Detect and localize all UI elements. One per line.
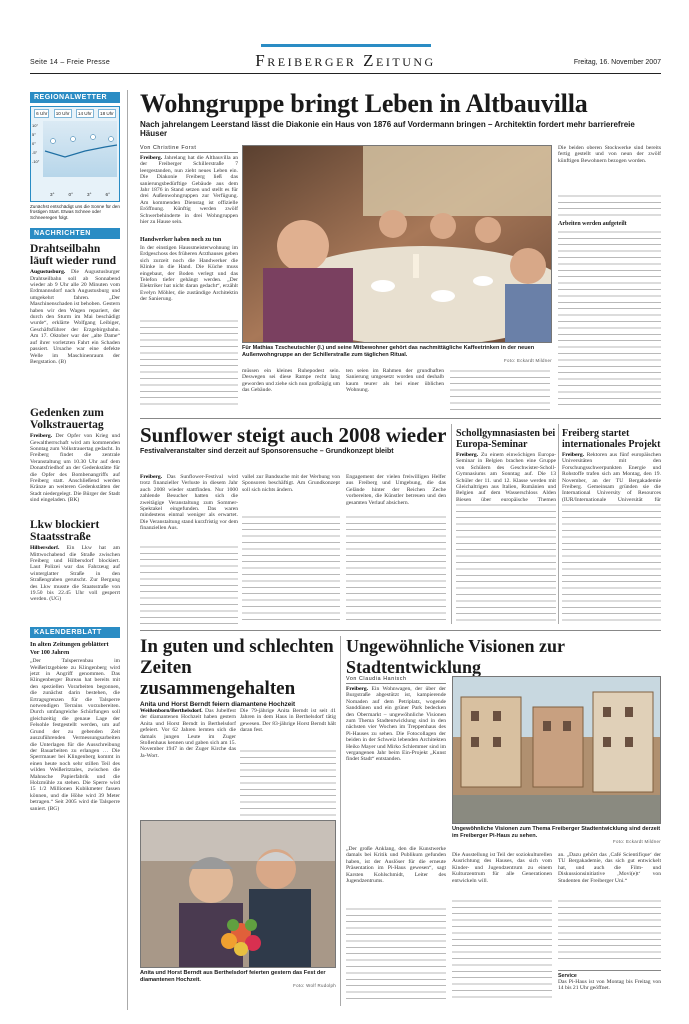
visions-column [558, 852, 661, 1006]
visions-text-lines [346, 906, 446, 1002]
visions-text: Die Ausstellung ist Teil der soziokulturellen Ausrichtung des Hauses, das sich vom Kinder- und Jugendzentrum zu einem Kulturzentrum für alle Generationen entwickeln will. [452, 852, 552, 884]
weather-graph-area [43, 121, 117, 177]
byline: Von Claudia Hanisch [346, 676, 446, 684]
column-divider [127, 90, 128, 1010]
sunflower-text: vallel zur Bandsuche mit der Werbung von Sponsoren beschäftigt. Am Grundkonzept soll sich nichts ändern. [242, 474, 340, 493]
news-text: Freiberg. Der Opfer von Krieg und Gewaltherrschaft wird am kommenden Sonntag zum Volkstrauertag gedacht. In Freiberg findet die zentrale Veranstaltung um 10.30 Uhr auf dem Donatsfriedhof an der Gedenkstätte für die Opfer des Bombenangriffs auf Freiberg statt. Anschließend werden Kränze an weiteren Gedenkstätten der Stadt niedergelegt. Die Bürger der Stadt sind eingeladen. (BK) [30, 433, 120, 504]
lead-subheadline: Nach jahrelangem Leerstand lässt die Diakonie ein Haus von 1876 auf Vordermann bringen – Architektin fordert mehr barrierefreie Häuser [140, 120, 635, 138]
sunflower-headline: Sunflower steigt auch 2008 wieder [140, 424, 447, 447]
news-text: Hilbersdorf. Ein Lkw hat am Mittwochabend die Straße zwischen Freiberg und Hilbersdorf blockiert. Laut Polizei war das Fahrzeug auf winterglatter Straße in den Straßengraben gerutscht. Zur Bergung des Lkw musste die Staatsstraße von 19.50 bis 22.45 Uhr voll gesperrt werden. (UG) [30, 545, 120, 603]
service-label: Service [558, 970, 661, 979]
lead-text: Die beiden oberen Stockwerke sind bereits fertig gestellt und von neun der zwölf künftigen Bewohnern bezogen worden. [558, 145, 661, 164]
lead-text-lines [558, 193, 661, 221]
calendar-heading: In alten Zeitungen geblättert [30, 641, 109, 649]
photo-image [141, 821, 336, 968]
masthead [30, 48, 661, 74]
cloud-icon [51, 139, 56, 144]
weather-temp: 0° [68, 192, 73, 197]
wedding-column [240, 708, 336, 818]
sidebar [30, 92, 120, 954]
sunflower-text: Freiberg. Das Sunflower-Festival wird trotz finanzieller Verluste in diesem Jahr auch 2008 wieder stattfinden. Nur 1000 zahlende Besucher hatten sich die zweitägige Veranstaltung zum Sommer-Spektakel eingefunden. Das waren mindestens einmal weniger als erwartet. Die Veranstaltung stand kurzfristig vor dem finanziellen Aus. [140, 474, 238, 532]
sunflower-text-lines [242, 514, 340, 624]
collage-photo [452, 676, 661, 824]
cloud-icon [109, 137, 114, 142]
wedding-text: Weißenborn/Berthelsdorf. Das Jubelfest der diamantenen Hochzeit haben gestern Anita und Horst Berndt in Berthelsdorf gefeiert. Vor 62 Jahren lernten sich die damals jungen Leute im Zuger Stollenhaus kennen und gaben sich am 15. November 1947 in der Zuger Kirche das Ja-Wort. [140, 708, 236, 759]
sunflower-column [140, 474, 238, 624]
iur-article [562, 424, 661, 624]
sunflower-text-lines [346, 514, 446, 624]
lead-subhead: Handwerker haben noch zu tun [140, 237, 222, 243]
visions-headline: Ungewöhnliche Visionen zur Stadtentwicklung [346, 636, 565, 676]
weather-scale: 10° 5° 0° -5° -10° [32, 123, 40, 164]
lead-text: In der einstigen Haussmeisterwohnung im Erdgeschoss des früheren Arzthauses geben sich zurzeit noch die Handwerker die Klinke in die Hand. Die Küche muss eingebaut, der Boden verlegt und das Telefon tiefer gehängt werden. „Der Elektriker hat nicht daran gedacht“, erzählt Evelyn Möhler, die zuständige Architektin der Sanierung. [140, 245, 238, 303]
couple-photo [140, 820, 336, 968]
visions-text-lines [558, 898, 661, 964]
cloud-icon [71, 137, 76, 142]
news-headline: Gedenken zum Volkstrauertag [30, 407, 104, 432]
lead-column [140, 318, 238, 410]
scholl-article [456, 424, 556, 624]
lead-photo-caption [242, 345, 552, 365]
lead-column [140, 145, 238, 315]
news-headline: Lkw blockiert Staatsstraße [30, 519, 100, 544]
sunflower-column [242, 474, 340, 624]
lead-article [140, 90, 661, 138]
sunflower-column [346, 474, 446, 624]
weather-note: Zunächst entschädigt uns die Sonne für den frostigen Start. Etwas Schnee oder Schneeregen folgt. [30, 204, 120, 220]
scholl-text-lines [456, 502, 556, 622]
column-divider [451, 424, 452, 624]
wedding-headline: In guten und schlechten Zeiten zusammengehalten [140, 636, 334, 699]
lead-subhead: Arbeiten werden aufgeteilt [558, 221, 627, 227]
iur-text: Freiberg. Rektoren aus fünf europäischen Universitäten mit den Forschungsschwerpunkten Energie und Rohstoffe trafen sich am Montag, den 19. November, an der TU Bergakademie Freiberg. Gemeinsam gründen sie die International University of Resources (IUR/Internationale Universität für [562, 452, 661, 502]
lead-text: müssen ein kleines Ruhepodest sein. Deswegen sei diese Rampe recht lang geworden und ziehe sich nun großzügig um das Gebäude. [242, 368, 340, 394]
weather-time: 10 Uhr [55, 111, 70, 116]
lead-column [346, 368, 444, 412]
photo-credit: Foto: Eckardt Mildner [503, 358, 552, 364]
weather-time: 18 Uhr [100, 111, 114, 116]
photo-caption: Ungewöhnliche Visionen zum Thema Freiberger Stadtentwicklung sind derzeit im Freiberger Pi-Haus zu sehen. [452, 826, 661, 839]
visions-column [346, 676, 446, 1006]
lead-column [450, 368, 550, 412]
collage-caption [452, 826, 661, 848]
couple-caption [140, 970, 336, 996]
wedding-text-lines [240, 748, 336, 818]
iur-text-lines [562, 502, 661, 622]
iur-headline: Freiberg startet internationales Projekt [562, 428, 661, 450]
photo-caption: Für Mathias Tzscheutschler (l.) und seine Mitbewohner gehört das nachmittägliche Kaffeetrinken in der neuen Außenwohngruppe an der Schillerstraße zum täglichen Ritual. [242, 345, 535, 358]
newspaper-title: Freiberger Zeitung [255, 51, 436, 70]
lead-text: ten seien im Rahmen der grundhaften Sanierung umgesetzt worden und deshalb kaum teurer als bei einer üblichen Wohnung. [346, 368, 444, 394]
lead-text-lines [558, 229, 661, 409]
byline: Von Christine Forst [140, 145, 238, 153]
wedding-text: Die 79-jährige Anita Berndt ist seit 41 Jahren in dem Haus in Berthelsdorf tätig gewesen. Der 83-jährige Horst Berndt hält daran fest. [240, 708, 336, 734]
visions-text-lines [452, 898, 552, 1002]
weather-curve [43, 121, 119, 177]
weather-temp: 3° [50, 192, 55, 197]
calendar-text: „Der Talsperrenbau im Weißeritzgebiete zu Klingenberg wird jetzt in Angriff genommen. Das Klingenberger Bureau hat bereits mit den speziellen Vorarbeiten begonnen, die zunächst darin bestehen, die Ertragsgrenzen für die Talsperre notwendigen Terrains vorzubereiten. Durch umfangreiche Schürfungen soll gleichzeitig die genaue Lage der Felsohle festgestellt werden, um auf Grund der zu gebenden Zeit auszuführenden Vermessungsarbeiten die Unterlagen für die Ausschreibung der Bauarbeiten zu erlangen … Die Sperrmauer bei Klingenberg kommt in einen heute noch sehr stillen Teil des wilden Weißeritztales, zwischen die Mahnsche Papierfabrik und die Holzmühle zu stehen. Die Sperre wird 15 1/2 Millionen Kubikmeter fassen können, und die Höhe wird 39 Meter betragen.“ Seit 2005 wird die Talsperre saniert. (BG) [30, 658, 120, 812]
visions-text: „Der große Anklang, den die Kunstwerke damals bei Kritik und Publikum gefunden haben, ist der Auslöser für die erneute Präsentation im Pi-Haus gewesen“, sagt Karsten Kohlschmidt, Leiter des Jugendzentrums. [346, 846, 446, 885]
lead-text-lines [140, 318, 238, 410]
section-rule [140, 418, 661, 419]
column-divider [558, 424, 559, 624]
coffee-group-photo [242, 145, 552, 343]
wedding-subheadline: Anita und Horst Berndt feiern diamantene Hochzeit [140, 701, 296, 706]
lead-text-lines [450, 368, 550, 412]
masthead-accent-bar [261, 44, 431, 47]
weather-time: 6 Uhr [36, 111, 48, 116]
visions-text: an. „Dazu gehört das ‚Café Scientifique‘ der TU Bergakademie, das sich gut entwickelt hat, und auch die Film- und Diskussionsinitiative ‚Movi(e)t‘ von Studenten der Freiberger Uni.“ [558, 852, 661, 884]
lead-text: Freiberg. Jahrelang hat die Altbauvilla an der Freiberger Schillerstraße 7 leergestanden, nun zieht neues Leben ein. Die Diakonie Freiberg ließ das sanierungsbedürftige Gebäude aus dem Jahr 1876 in Stand setzen und stellt es für drei Außenwohngruppen zur Verfügung. Am kommenden Dienstag ist offizielle Eröffnung. Künftig werden zwölf Schwerbehinderte in drei Wohngruppen hier zu Hause sein. [140, 155, 238, 226]
photo-credit: Foto: Eckardt Mildner [612, 839, 661, 845]
sunflower-text-lines [140, 544, 238, 624]
weather-chart [30, 106, 120, 202]
photo-credit: Foto: Wolf Rudolph [293, 983, 336, 989]
photo-caption: Anita und Horst Berndt aus Berthelsdorf feierten gestern das Fest der diamantenen Hochzeit. [140, 970, 326, 983]
section-rule [140, 630, 661, 631]
cloud-icon [91, 135, 96, 140]
wedding-column [140, 708, 236, 818]
lead-column [242, 368, 340, 412]
weather-section-label: REGIONALWETTER [30, 92, 120, 103]
page-number: Seite 14 – Freie Presse [30, 59, 111, 66]
scholl-headline: Schollgymnasiasten bei Europa-Seminar [456, 428, 556, 450]
lead-headline: Wohngruppe bringt Leben in Altbauvilla [140, 89, 588, 118]
visions-text: Freiberg. Ein Wohnwagen, der über der Burgstraße abgestützt ist, kampierende Nomaden auf dem Petriplatz, wogende Sanddünen und ein grüner Park bedecken den Obermarkt – ungewöhnliche Visionen zum Thema Stadtentwicklung sind in den nächsten vier Wochen im Treppenhaus des Pi-Hauses zu sehen. Die Fotocollagen der beiden in der Schweiz lebenden Architekten Heiko Mayer und Mirko Schlemmer sind im vergangenen Jahr beim Ein-Projekt „Kunst findet Stadt“ entstanden. [346, 686, 446, 763]
photo-image [243, 146, 552, 343]
wedding-article [140, 636, 336, 706]
issue-date: Freitag, 16. November 2007 [573, 59, 661, 66]
calendar-subheading: Vor 100 Jahren [30, 650, 70, 657]
weather-time: 14 Uhr [77, 111, 92, 116]
service-text: Das Pi-Haus ist von Montag bis Freitag von 14 bis 21 Uhr geöffnet. [558, 979, 661, 992]
visions-article [346, 636, 661, 676]
scholl-text: Freiberg. Zu einem einwöchigen Europa-Seminar in Belgien brachen eine Gruppe von Schülern des Geschwister-Scholl-Gymnasiums am Sonntag auf. Die 13 Schüler der 11. und 12. Klasse werden mit Gleichaltrigen aus Italien, Rumänien und Belgien auf dem Wasserschloss Alden Biesen über europäische Themen [456, 452, 556, 502]
news-headline: Drahtseilbahn läuft wieder rund [30, 243, 117, 268]
news-section-label: NACHRICHTEN [30, 228, 120, 239]
column-divider [340, 636, 341, 1006]
calendar-section-label: KALENDERBLATT [30, 627, 120, 638]
lead-column [558, 145, 661, 411]
weather-temp: 6° [105, 192, 110, 197]
sunflower-subheadline: Festivalveranstalter sind derzeit auf Sponsorensuche – Grundkonzept bleibt [140, 448, 394, 455]
weather-temp: 3° [87, 192, 92, 197]
photo-image [453, 677, 661, 824]
news-text: Augustusburg. Die Augustusburger Drahtseilbahn soll ab Sonnabend wieder ab 9 Uhr alle 20 Minuten vom Erdmannsdorf nach Augustusburg und umgekehrt fahren. „Der Maschinenschaden ist behoben. Gestern haben wir den Wagen repariert, der durch den Sturm im Mai beschädigt wurde“, erklärte Wolfgang Leibiger, Geschäftsführer der Erzgebirgsbahn. Am 17. Oktober war der „alte Dame“ auf ihrer vorletzten Fahrt ein Schaden passiert. Ursache war eine defekte Welle im Maschinenraum der Bergstation. (B) [30, 269, 120, 365]
visions-column [452, 852, 552, 1002]
sunflower-text: Engagement der vielen freiwilligen Helfer aus Freiberg und Umgebung, die das Gelände hinter der Reichen Zeche vorbereiten, die Künstler betreuen und den gesamten Verlauf absichern. [346, 474, 446, 506]
